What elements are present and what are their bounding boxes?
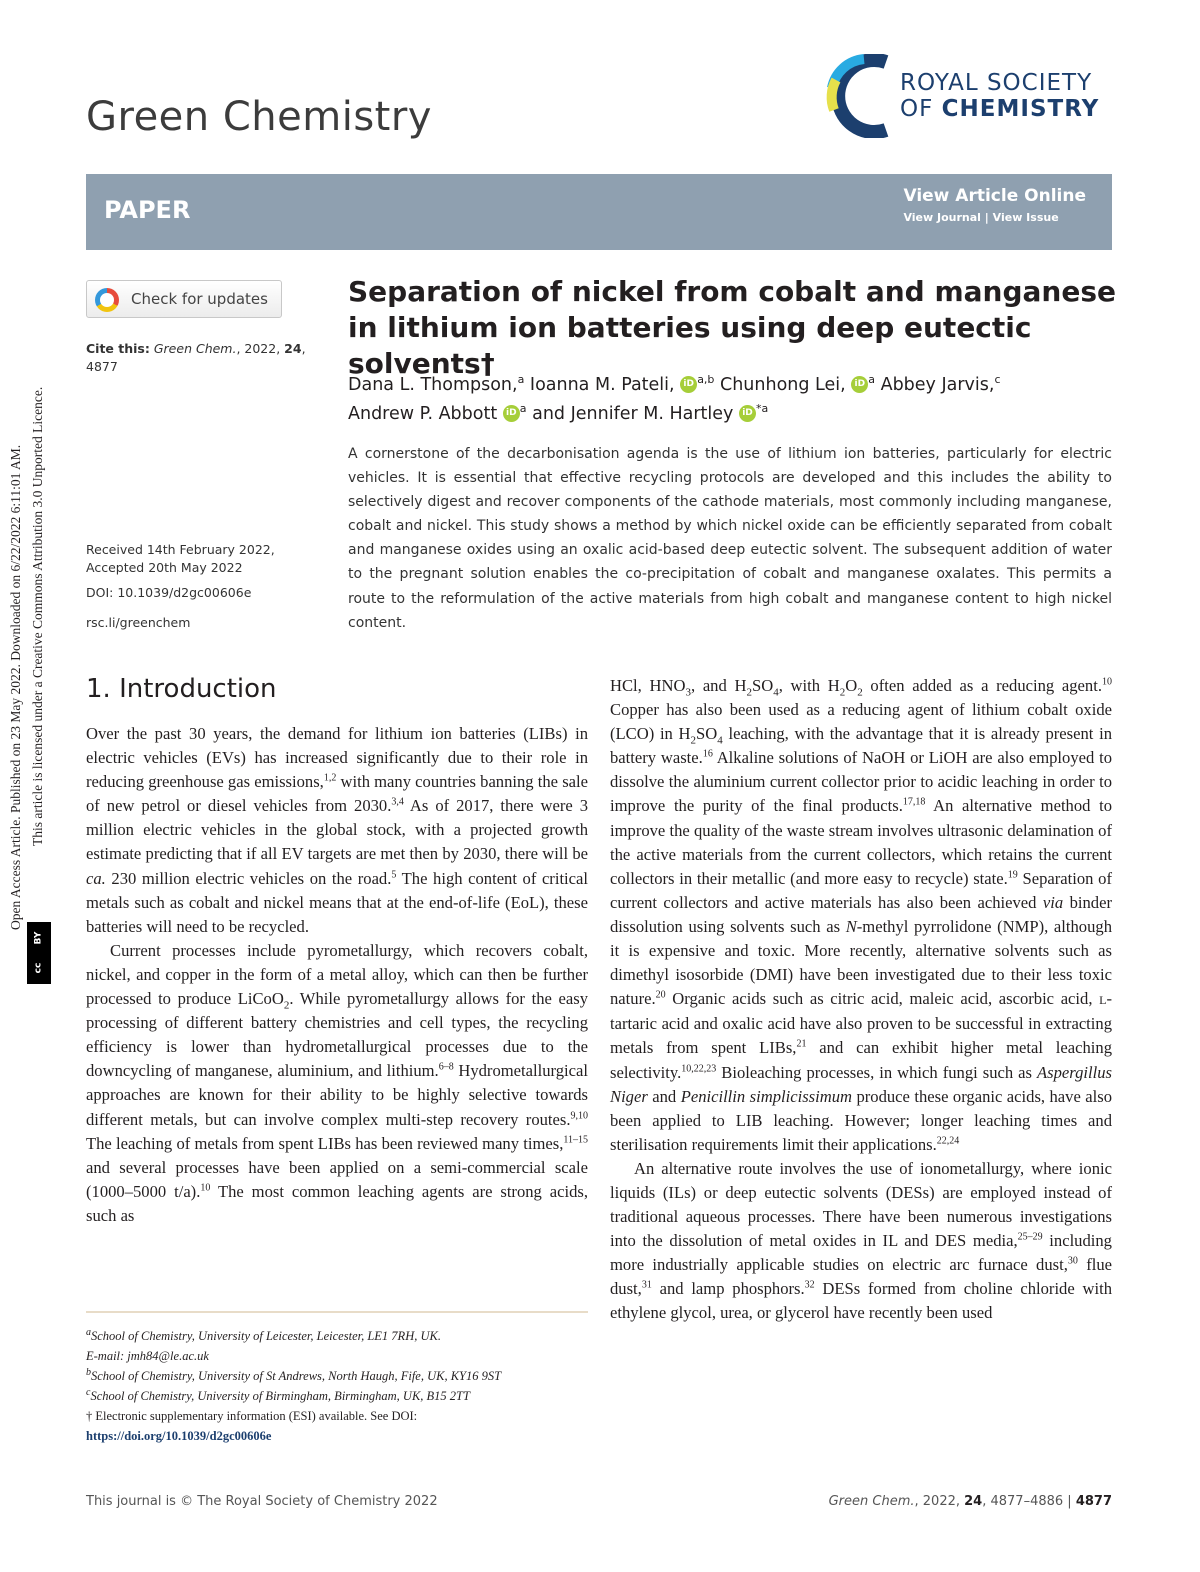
section-heading: 1. Introduction bbox=[86, 674, 277, 704]
body-column-left bbox=[86, 722, 588, 1228]
author-affiliation: a bbox=[519, 401, 527, 415]
publisher-name-line1: ROYAL SOCIETY bbox=[900, 70, 1093, 96]
view-links: View Article Online View Journal | View Issue bbox=[903, 186, 1086, 224]
footnote-divider bbox=[86, 1311, 588, 1313]
author: Abbey Jarvis, bbox=[880, 374, 995, 395]
doi: DOI: 10.1039/d2gc00606e bbox=[86, 585, 252, 600]
author: Ioanna M. Pateli, bbox=[529, 374, 675, 395]
author-list bbox=[348, 368, 1118, 426]
open-access-notice: Open Access Article. Published on 23 May 2022. Downloaded on 6/22/2022 6:11:01 AM. bbox=[8, 444, 23, 930]
author-affiliation: a,b bbox=[697, 373, 715, 386]
paper-title: Separation of nickel from cobalt and manganese in lithium ion batteries using deep eutectic solvents† bbox=[348, 275, 1116, 380]
view-journal-link[interactable]: View Journal bbox=[903, 211, 981, 224]
journal-link[interactable]: rsc.li/greenchem bbox=[86, 615, 191, 630]
journal-title: Green Chemistry bbox=[86, 94, 432, 140]
author-affiliation: *a bbox=[755, 401, 769, 415]
licence-notice[interactable]: This article is licensed under a Creative Commons Attribution 3.0 Unported Licence. bbox=[30, 386, 45, 846]
footnote-affiliation-b: $^b$School of Chemistry, University of St Andrews, North Haugh, Fife, UK, KY16 9ST bbox=[86, 1367, 502, 1384]
received-dates: Received 14th February 2022, Accepted 20th May 2022 bbox=[86, 542, 275, 575]
citation: Cite this: Green Chem., 2022, 24, 4877 bbox=[86, 341, 306, 374]
footnote-affiliation-a: $^a$School of Chemistry, University of Leicester, Leicester, LE1 7RH, UK. bbox=[86, 1326, 441, 1343]
article-type-banner bbox=[86, 174, 1112, 250]
author-affiliation: c bbox=[994, 373, 1001, 386]
esi-doi-link[interactable]: https://doi.org/10.1039/d2gc00606e bbox=[86, 1429, 272, 1444]
check-for-updates-button[interactable] bbox=[86, 280, 282, 318]
crossmark-icon bbox=[95, 288, 119, 312]
orcid-icon[interactable]: iD bbox=[680, 376, 697, 393]
orcid-icon[interactable]: iD bbox=[503, 405, 520, 422]
footnotes bbox=[86, 1326, 588, 1447]
author-affiliation: a bbox=[868, 373, 876, 386]
cc-by-badge-icon: cc BY bbox=[27, 922, 51, 984]
footer-copyright: This journal is © The Royal Society of Chemistry 2022 bbox=[86, 1494, 438, 1509]
paragraph: Over the past 30 years, the demand for lithium ion batteries (LIBs) in electric vehicles (EVs) has increased significantly due to their role in reducing greenhouse gas emissions,$^{1,2}$ with many countries banning the sale of new petrol or diesel vehicles from 2030.$^{3,4}$ As of 2017, there were 3 million electric vehicles in the global stock, with a projected growth estimate predicting that if all EV targets are met then by 2030, there will be ca. 230 million electric vehicles on the road.$^5$ The high content of critical metals such as cobalt and nickel means that at the end-of-life (EoL), these batteries will need to be recycled. bbox=[86, 724, 589, 936]
footnote-esi: † Electronic supplementary information (ESI) available. See DOI: https://doi.org/10.1039/d2gc00606e bbox=[86, 1409, 418, 1444]
orcid-icon[interactable]: iD bbox=[739, 405, 756, 422]
footnote-affiliation-c: $^c$School of Chemistry, University of Birmingham, Birmingham, UK, B15 2TT bbox=[86, 1387, 470, 1404]
body-column-right bbox=[610, 674, 1112, 1326]
author: and Jennifer M. Hartley bbox=[532, 403, 734, 424]
paragraph: HCl, $HNO_3$, and $H_2SO_4$, with $H_2O_2$ often added as a reducing agent.$^{10}$ Copper has also been used as a reducing agent of lithium cobalt oxide (LCO) in $H_2SO_4$ leaching, with the advantage that it is already present in battery waste.$^{16}$ Alkaline solutions of NaOH or LiOH are also employed to dissolve the aluminium current collector prior to acidic leaching in order to improve the purity of the final products.$^{17,18}$ An alternative method to improve the quality of the waste stream involves ultrasonic delamination of the active materials from the current collectors, which retains the current collectors in their metallic (and more easy to recycle) state.$^{19}$ Separation of current collectors and active materials has also been achieved via binder dissolution using solvents such as N-methyl pyrrolidone (NMP), although it is expensive and toxic. More recently, alternative solvents such as dimethyl isosorbide (DMI) have been investigated due to their less toxic nature.$^{20}$ Organic acids such as citric acid, maleic acid, ascorbic acid, L-tartaric acid and oxalic acid have also proven to be successful in extracting metals from spent LIBs,$^{21}$ and can exhibit higher metal leaching selectivity.$^{10,22,23}$ Bioleaching processes, in which fungi such as Aspergillus Niger and Penicillin simplicissimum produce these organic acids, have also been applied to LIB leaching. However; longer leaching times and sterilisation requirements limit their applications.$^{22,24}$ bbox=[610, 676, 1113, 1154]
author: Dana L. Thompson, bbox=[348, 374, 518, 395]
author: Chunhong Lei, bbox=[720, 374, 846, 395]
article-type-label: PAPER bbox=[104, 196, 191, 224]
orcid-icon[interactable]: iD bbox=[851, 376, 868, 393]
view-article-online-link[interactable]: View Article Online bbox=[903, 186, 1086, 206]
paragraph: An alternative route involves the use of ionometallurgy, where ionic liquids (ILs) or deep eutectic solvents (DESs) are employed instead of traditional aqueous processes. There have been numerous investigations into the dissolution of metal oxides in IL and DES media,$^{25-29}$ including more industrially applicable studies on electric arc furnace dust,$^{30}$ flue dust,$^{31}$ and lamp phosphors.$^{32}$ DESs formed from choline chloride with ethylene glycol, urea, or glycerol have recently been used bbox=[610, 1158, 1112, 1323]
view-issue-link[interactable]: View Issue bbox=[992, 211, 1059, 224]
check-for-updates-label: Check for updates bbox=[131, 290, 268, 308]
paragraph: Current processes include pyrometallurgy, which recovers cobalt, nickel, and copper in the form of a metal alloy, which can then be further processed to produce LiCoO$_2$. While pyrometallurgy allows for the easy processing of different battery chemistries and cell types, the recycling efficiency is lower than hydrometallurgical processes due to the downcycling of manganese, aluminium, and lithium.$^{6-8}$ Hydrometallurgical approaches are known for their ability to be highly selective towards different metals, but can involve complex multi-step recovery routes.$^{9,10}$ The leaching of metals from spent LIBs has been reviewed many times,$^{11-15}$ and several processes have been applied on a semi-commercial scale (1000–5000 t/a).$^{10}$ The most common leaching agents are strong acids, such as bbox=[86, 940, 588, 1225]
footnote-email: E-mail: jmh84@le.ac.uk bbox=[86, 1349, 209, 1364]
author-affiliation: a bbox=[517, 373, 525, 386]
author: Andrew P. Abbott bbox=[348, 403, 498, 424]
publisher-name-line2: OF CHEMISTRY bbox=[900, 96, 1100, 122]
abstract: A cornerstone of the decarbonisation agenda is the use of lithium ion batteries, particularly for electric vehicles. It is essential that effective recycling protocols are developed and this includes the ability to selectively digest and recover components of the cathode materials, most commonly including manganese, cobalt and nickel. This study shows a method by which nickel oxide can be efficiently separated from cobalt and manganese oxides using an oxalic acid-based deep eutectic solvent. The subsequent addition of water to the pregnant solution enables the co-precipitation of cobalt and manganese oxalates. This permits a route to the reformulation of the active materials from high cobalt and manganese content to high nickel content. bbox=[348, 446, 1112, 631]
footer-citation: Green Chem., 2022, 24, 4877–4886 | 4877 bbox=[828, 1494, 1112, 1509]
